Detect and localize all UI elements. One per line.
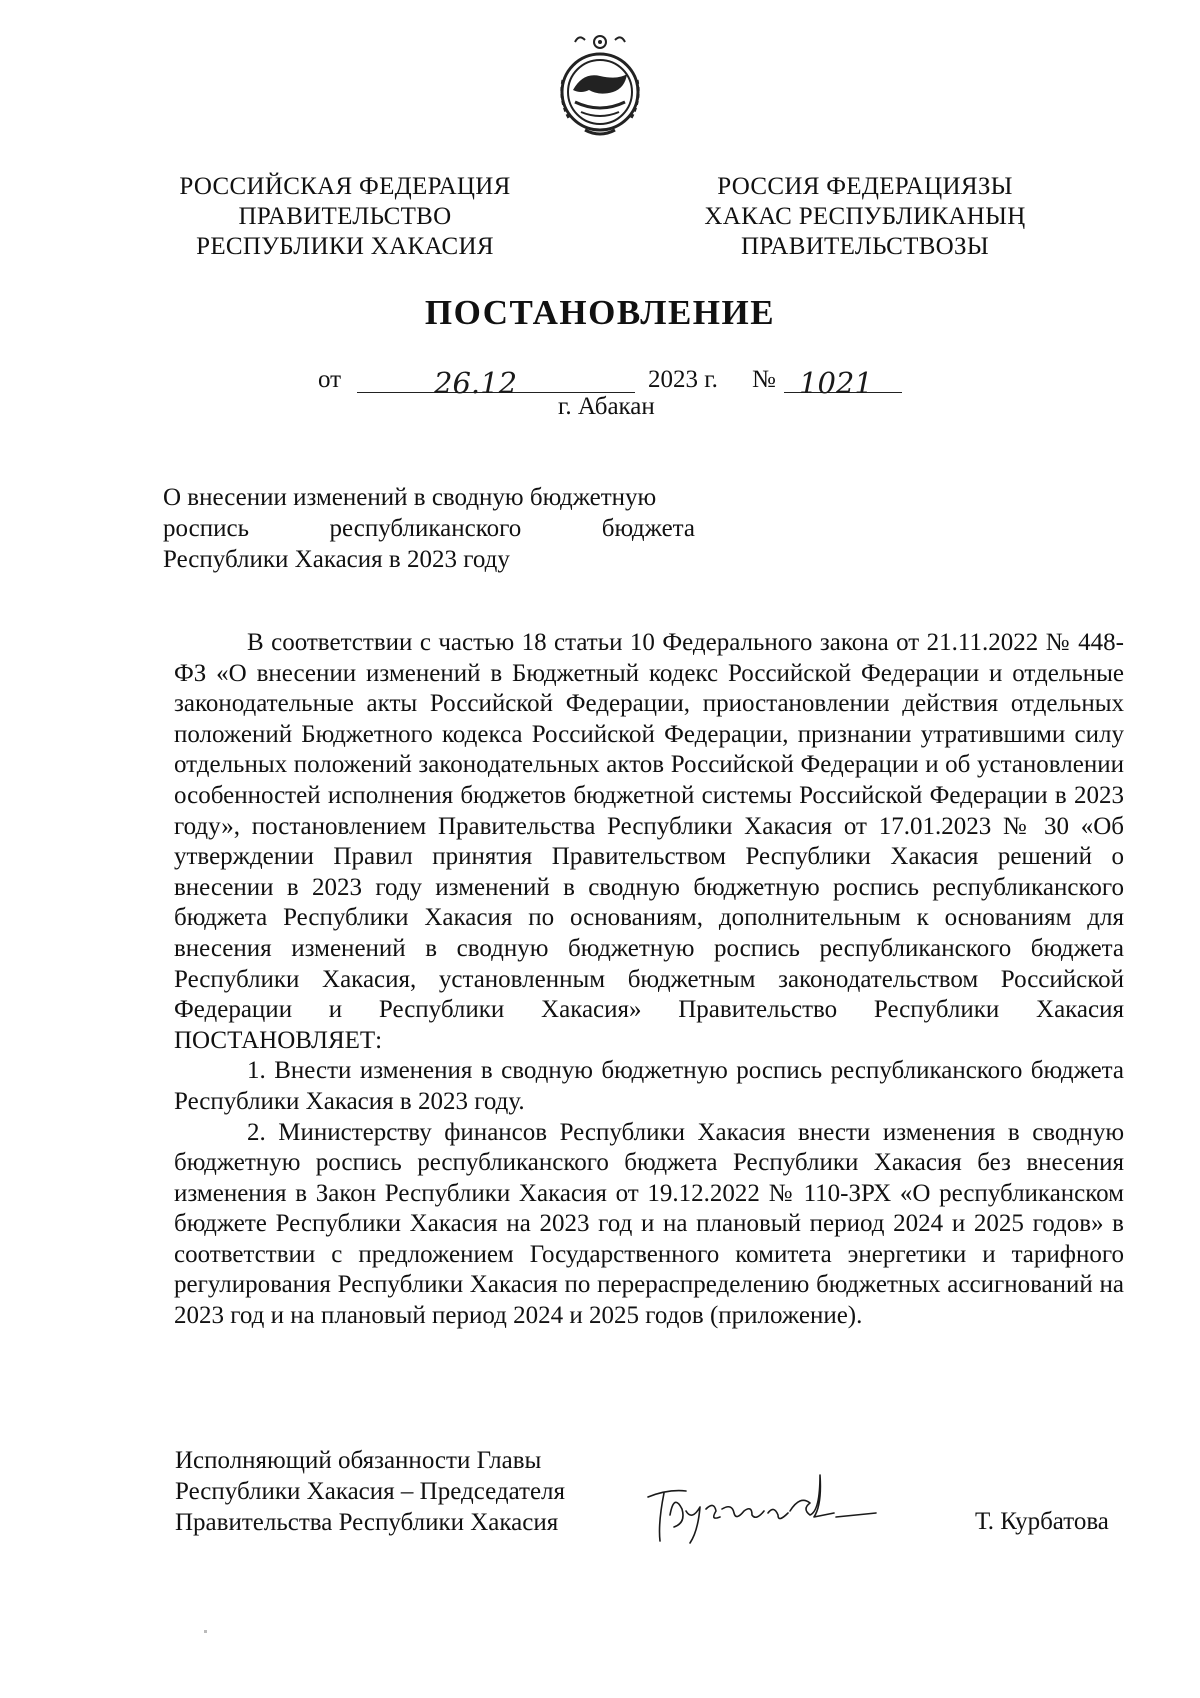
header-left-line-1: РОССИЙСКАЯ ФЕДЕРАЦИЯ xyxy=(179,173,511,200)
subject-block xyxy=(163,482,695,575)
header-left-line-2: ПРАВИТЕЛЬСТВО xyxy=(238,203,452,230)
paragraph-preamble: В соответствии с частью 18 статьи 10 Федерального закона от 21.11.2022 № 448-ФЗ «О внесении изменений в Бюджетный кодекс Российской Федерации и отдельные законодательные акты Российской Федерации, приостановлении действия отдельных положений Бюджетного кодекса Российской Федерации, признании утратившими силу отдельных положений законодательных актов Российской Федерации и об установлении особенностей исполнения бюджетов бюджетной системы Российской Федерации в 2023 году», постановлением Правительства Республики Хакасия от 17.01.2023 № 30 «Об утверждении Правил принятия Правительством Республики Хакасия решений о внесении в 2023 году изменений в сводную бюджетную роспись республиканского бюджета Республики Хакасия по основаниям, дополнительным к основаниям для внесения изменений в сводную бюджетную роспись республиканского бюджета Республики Хакасия, установленным бюджетным законодательством Российской Федерации и Республики Хакасия» Правительство Республики Хакасия ПОСТАНОВЛЯЕТ: xyxy=(174,629,1124,1054)
coat-of-arms-emblem xyxy=(555,30,645,140)
handwritten-signature xyxy=(640,1455,910,1555)
year-label: 2023 г. xyxy=(648,366,718,393)
signatory-title-line-2: Республики Хакасия – Председателя xyxy=(175,1478,566,1505)
handwritten-date: 26.12 xyxy=(434,366,518,400)
header-right-line-2: ХАКАС РЕСПУБЛИКАНЫҢ xyxy=(704,203,1026,230)
scan-artifact-dot xyxy=(204,1630,207,1633)
signatory-title-line-1: Исполняющий обязанности Главы xyxy=(175,1447,542,1474)
number-sign: № xyxy=(752,366,776,393)
document-body xyxy=(174,628,1124,1332)
header-right-line-1: РОССИЯ ФЕДЕРАЦИЯЗЫ xyxy=(717,173,1013,200)
date-prefix: от xyxy=(318,366,342,393)
subject-line-1: О внесении изменений в сводную бюджетную xyxy=(163,484,657,511)
number-line xyxy=(784,362,902,400)
city-label: г. Абакан xyxy=(558,393,655,420)
header-left-line-3: РЕСПУБЛИКИ ХАКАСИЯ xyxy=(196,233,494,260)
subject-line-2: роспись республиканского бюджета xyxy=(163,515,695,542)
header-left xyxy=(175,172,515,262)
header-right xyxy=(685,172,1045,262)
document-type-title: ПОСТАНОВЛЕНИЕ xyxy=(424,293,776,332)
signatory-name: Т. Курбатова xyxy=(975,1508,1109,1535)
header-right-line-3: ПРАВИТЕЛЬСТВОЗЫ xyxy=(741,233,989,260)
signatory-title xyxy=(175,1445,565,1538)
handwritten-number: 1021 xyxy=(799,366,873,400)
signatory-title-line-3: Правительства Республики Хакасия xyxy=(175,1509,559,1536)
date-line xyxy=(357,362,635,400)
paragraph-item-1: 1. Внести изменения в сводную бюджетную роспись республиканского бюджета Республики Хакасия в 2023 году. xyxy=(174,1057,1124,1115)
paragraph-item-2: 2. Министерству финансов Республики Хакасия внести изменения в сводную бюджетную роспись республиканского бюджета Республики Хакасия без внесения изменения в Закон Республики Хакасия от 19.12.2022 № 110-ЗРХ «О республиканском бюджете Республики Хакасия на 2023 год и на плановый период 2024 и 2025 годов» в соответствии с предложением Государственного комитета энергетики и тарифного регулирования Республики Хакасия по перераспределению бюджетных ассигнований на 2023 год и на плановый период 2024 и 2025 годов (приложение). xyxy=(174,1118,1124,1330)
subject-line-3: Республики Хакасия в 2023 году xyxy=(163,546,510,573)
